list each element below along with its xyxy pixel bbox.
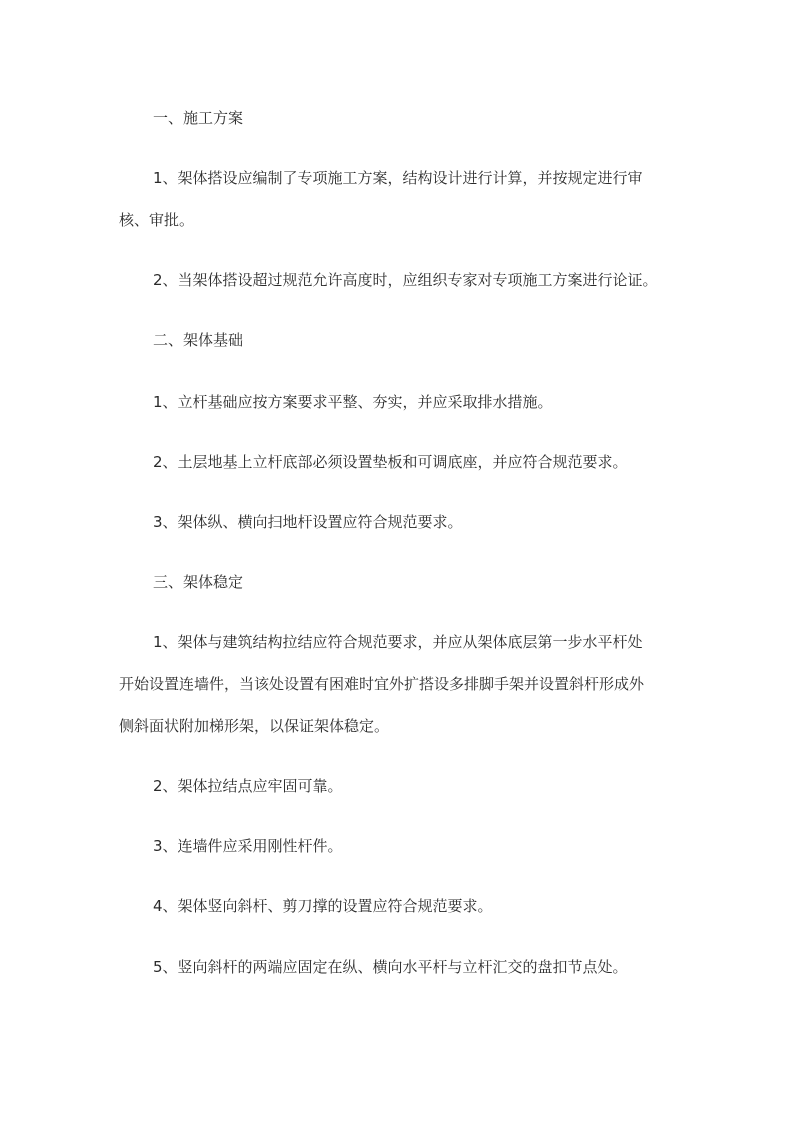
paragraph-line: 3、连墙件应采用刚性杆件。: [153, 837, 343, 855]
paragraph-line: 3、架体纵、横向扫地杆设置应符合规范要求。: [153, 513, 463, 531]
paragraph-line: 侧斜面状附加梯形架，以保证架体稳定。: [119, 717, 390, 735]
heading-frame-stability: 三、架体稳定: [153, 573, 244, 591]
paragraph-line: 开始设置连墙件，当该处设置有困难时宜外扩搭设多排脚手架并设置斜杆形成外: [119, 675, 645, 693]
paragraph-line: 2、当架体搭设超过规范允许高度时，应组织专家对专项施工方案进行论证。: [153, 271, 658, 289]
paragraph-line: 5、竖向斜杆的两端应固定在纵、横向水平杆与立杆汇交的盘扣节点处。: [153, 958, 628, 976]
paragraph-line: 1、架体与建筑结构拉结应符合规范要求，并应从架体底层第一步水平杆处: [153, 633, 643, 651]
paragraph-line: 4、架体竖向斜杆、剪刀撑的设置应符合规范要求。: [153, 897, 493, 915]
paragraph-line: 核、审批。: [119, 211, 195, 229]
paragraph-line: 2、土层地基上立杆底部必须设置垫板和可调底座，并应符合规范要求。: [153, 453, 628, 471]
paragraph-line: 1、立杆基础应按方案要求平整、夯实，并应采取排水措施。: [153, 393, 553, 411]
heading-frame-foundation: 二、架体基础: [153, 331, 244, 349]
heading-construction-plan: 一、施工方案: [153, 109, 244, 127]
paragraph-line: 1、架体搭设应编制了专项施工方案，结构设计进行计算，并按规定进行审: [153, 169, 643, 187]
paragraph-line: 2、架体拉结点应牢固可靠。: [153, 777, 343, 795]
